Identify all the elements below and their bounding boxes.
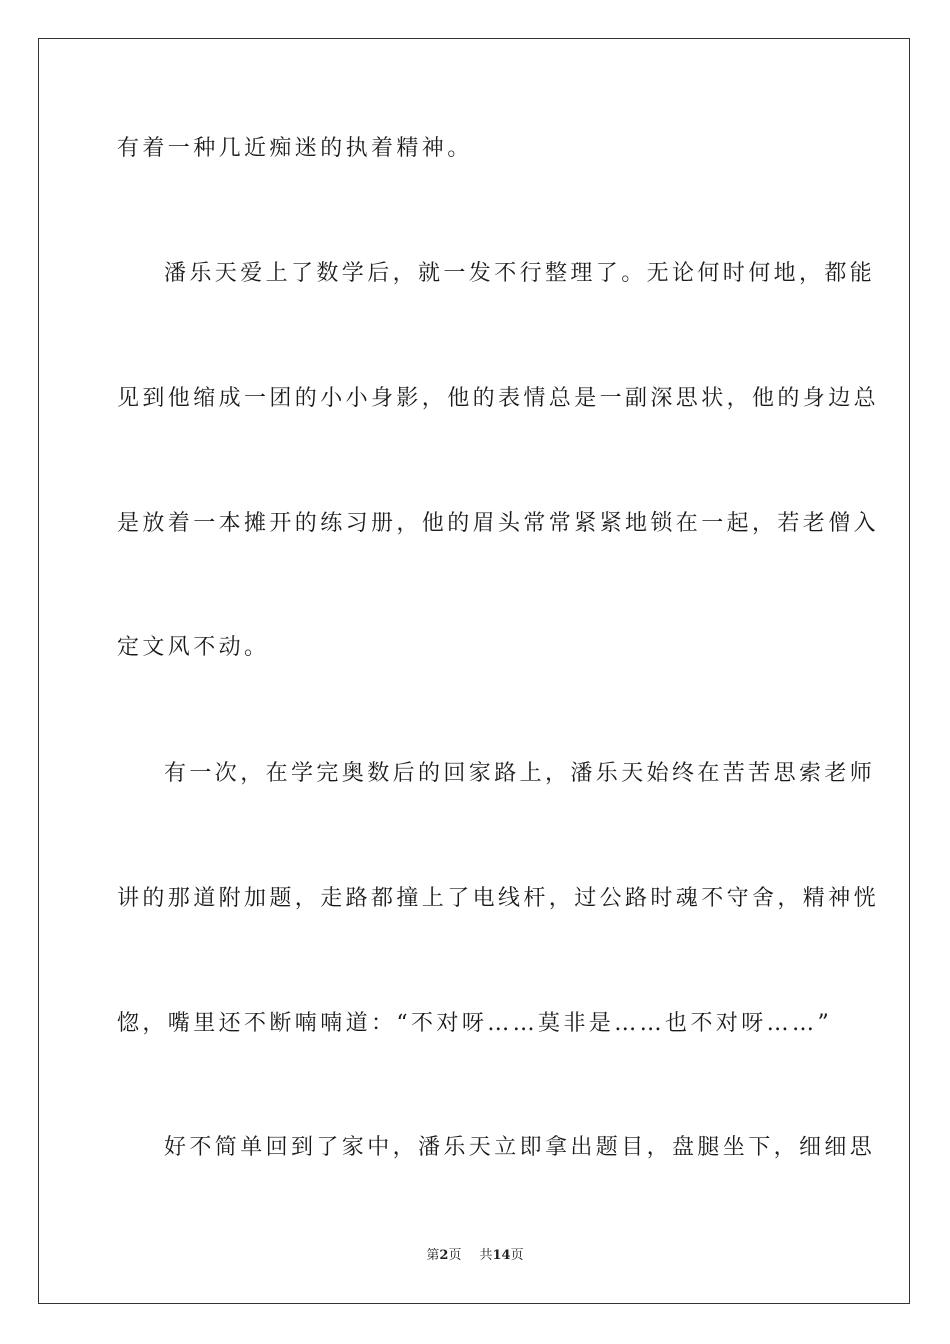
page-prefix: 第 <box>426 1248 440 1263</box>
paragraph-first-line: 好不简单回到了家中，潘乐天立即拿出题目，盘腿坐下，细细思 <box>164 1135 876 1160</box>
paragraph-first-line: 潘乐天爱上了数学后，就一发不行整理了。无论何时何地，都能 <box>164 261 876 286</box>
page-border <box>38 38 910 1304</box>
text-line: 惚，嘴里还不断喃喃道：“不对呀……莫非是……也不对呀……” <box>117 1011 833 1036</box>
text-line: 见到他缩成一团的小小身影，他的表情总是一副深思状，他的身边总 <box>117 386 880 411</box>
paragraph-first-line: 有一次，在学完奥数后的回家路上，潘乐天始终在苦苦思索老师 <box>164 761 876 786</box>
total-prefix: 共 <box>479 1248 493 1263</box>
text-line: 有着一种几近痴迷的执着精神。 <box>117 136 473 161</box>
page-footer <box>0 1247 950 1265</box>
text-line: 是放着一本摊开的练习册，他的眉头常常紧紧地锁在一起，若老僧入 <box>117 511 880 536</box>
page-number: 2 <box>439 1248 449 1263</box>
page-suffix: 页 <box>448 1248 462 1263</box>
total-pages: 14 <box>492 1248 511 1263</box>
text-line: 定文风不动。 <box>117 635 270 660</box>
total-suffix: 页 <box>510 1248 524 1263</box>
text-line: 讲的那道附加题，走路都撞上了电线杆，过公路时魂不守舍，精神恍 <box>117 886 880 911</box>
